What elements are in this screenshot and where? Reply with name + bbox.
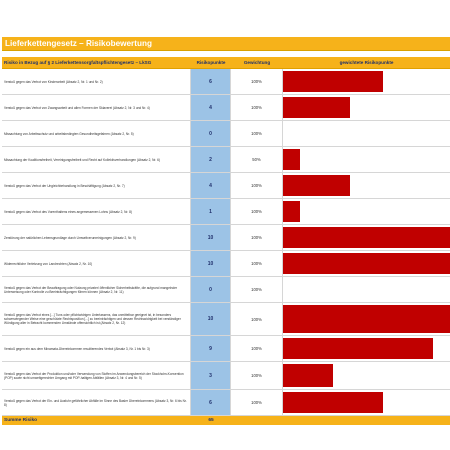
risk-weight[interactable]: 100% <box>231 390 283 415</box>
risk-points[interactable]: 2 <box>191 147 231 172</box>
risk-weight[interactable]: 100% <box>231 69 283 94</box>
table-header <box>2 57 450 69</box>
risk-description[interactable]: Missachtung von Arbeitsschutz und arbeitsbedingten Gesundheitsgefahren (Absatz 2, Nr. 5) <box>2 121 191 146</box>
header-weighted[interactable]: gewichtete Risikopunkte <box>339 60 394 65</box>
risk-description[interactable]: Verstoß gegen das Verbot von Kinderarbeit (Absatz 2, Nr. 1 und Nr. 2) <box>2 69 191 94</box>
risk-description[interactable]: Verstoß gegen ein aus dem Minamata-Übereinkommen resultierendes Verbot (Absatz 3, Nr. 1 bis Nr. 3) <box>2 336 191 361</box>
weighted-points-cell[interactable] <box>283 362 450 389</box>
risk-points[interactable]: 6 <box>191 69 231 94</box>
table-row <box>2 95 450 121</box>
weighted-risk-bar <box>283 97 350 118</box>
weighted-risk-bar <box>283 227 450 248</box>
header-points[interactable]: Risikopunkte <box>196 60 226 65</box>
table-row <box>2 173 450 199</box>
risk-description[interactable]: Verstoß gegen das Verbot von Zwangsarbeit und allen Formen der Sklaverei (Absatz 2, Nr. 3 und Nr. 4) <box>2 95 191 120</box>
risk-description[interactable]: Verstoß gegen das Verbot der Beauftragung oder Nutzung privater/ öffentlicher Sicherheitskräfte, die aufgrund mangelnder Unterweisung oder Kontrolle zu Beeinträchtigungen führen können (Absatz 2, Nr. 11) <box>2 277 191 302</box>
table-row <box>2 199 450 225</box>
header-weight[interactable]: Gewichtung <box>243 60 271 65</box>
risk-weight[interactable]: 100% <box>231 121 283 146</box>
summary-row <box>2 416 450 425</box>
risk-weight[interactable]: 50% <box>231 147 283 172</box>
risk-description[interactable]: Verstoß gegen das Verbot des Vorenthaltens eines angemessenen Lohns (Absatz 2, Nr. 8) <box>2 199 191 224</box>
risk-description[interactable]: Verstoß gegen das Verbot der Ungleichbehandlung in Beschäftigung (Absatz 2, Nr. 7) <box>2 173 191 198</box>
risk-points[interactable]: 0 <box>191 277 231 302</box>
weighted-points-cell[interactable] <box>283 303 450 335</box>
risk-points[interactable]: 1 <box>191 199 231 224</box>
table-row <box>2 277 450 303</box>
weighted-points-cell[interactable] <box>283 199 450 224</box>
risk-weight[interactable]: 100% <box>231 277 283 302</box>
weighted-points-cell[interactable] <box>283 390 450 415</box>
table-row <box>2 303 450 336</box>
summary-label[interactable]: Summe Risiko <box>4 418 38 423</box>
risk-weight[interactable]: 100% <box>231 225 283 250</box>
weighted-risk-bar <box>283 149 300 170</box>
risk-points[interactable]: 10 <box>191 303 231 335</box>
header-risk[interactable]: Risiko in Bezug auf § 2 Lieferkettensorgfaltspflichtengesetz – LkSG <box>4 60 152 65</box>
table-row <box>2 121 450 147</box>
weighted-risk-bar <box>283 71 383 92</box>
table-row <box>2 362 450 390</box>
risk-weight[interactable]: 100% <box>231 199 283 224</box>
table-row <box>2 225 450 251</box>
weighted-risk-bar <box>283 338 433 359</box>
risk-weight[interactable]: 100% <box>231 173 283 198</box>
weighted-risk-bar <box>283 201 300 222</box>
weighted-risk-bar <box>283 175 350 196</box>
sheet-title: Lieferkettengesetz – Risikobewertung <box>2 37 450 51</box>
table-row <box>2 69 450 95</box>
weighted-points-cell[interactable] <box>283 277 450 302</box>
risk-weight[interactable]: 100% <box>231 95 283 120</box>
risk-description[interactable]: Missachtung der Koalitionsfreiheit, Vereinigungsfreiheit und Recht auf Kollektivverhandlungen (Absatz 2, Nr. 6) <box>2 147 191 172</box>
risk-points[interactable]: 10 <box>191 225 231 250</box>
weighted-points-cell[interactable] <box>283 225 450 250</box>
risk-points[interactable]: 6 <box>191 390 231 415</box>
weighted-risk-bar <box>283 253 450 274</box>
table-row <box>2 251 450 277</box>
summary-total[interactable]: 65 <box>208 418 214 423</box>
table-row <box>2 390 450 416</box>
risk-description[interactable]: Verstoß gegen das Verbot eines [...] Tuns oder pflichtwidrigen Unterlassens, das unmittelbar geeignet ist, in besonders schwerwiegender Weise eine geschützte Rechtsposition [...] zu beeinträchtigen und dessen Rechtswidrigkeit bei verständiger Würdigung aller in Betracht kommenden Umstände offensichtlich ist (Absatz 2, Nr. 12) <box>2 303 191 335</box>
risk-weight[interactable]: 100% <box>231 303 283 335</box>
risk-points[interactable]: 0 <box>191 121 231 146</box>
summary-empty[interactable] <box>231 416 450 425</box>
weighted-points-cell[interactable] <box>283 121 450 146</box>
risk-description[interactable]: Widerrechtliche Verletzung von Landrechten (Absatz 2, Nr. 10) <box>2 251 191 276</box>
risk-description[interactable]: Verstoß gegen das Verbot der Ein- und Ausfuhr gefährlicher Abfälle im Sinne des Basler Übereinkommens (Absatz 3, Nr. 6 bis Nr. 8) <box>2 390 191 415</box>
risk-weight[interactable]: 100% <box>231 336 283 361</box>
risk-points[interactable]: 4 <box>191 95 231 120</box>
weighted-points-cell[interactable] <box>283 69 450 94</box>
table-body <box>2 69 450 416</box>
risk-points[interactable]: 3 <box>191 362 231 389</box>
table-row <box>2 147 450 173</box>
risk-description[interactable]: Zerstörung der natürlichen Lebensgrundlage durch Umweltverunreinigungen (Absatz 2, Nr. 9) <box>2 225 191 250</box>
weighted-risk-bar <box>283 392 383 413</box>
risk-weight[interactable]: 100% <box>231 251 283 276</box>
spreadsheet <box>2 37 450 425</box>
weighted-points-cell[interactable] <box>283 95 450 120</box>
weighted-risk-bar <box>283 364 333 387</box>
weighted-points-cell[interactable] <box>283 147 450 172</box>
weighted-points-cell[interactable] <box>283 251 450 276</box>
risk-points[interactable]: 9 <box>191 336 231 361</box>
weighted-points-cell[interactable] <box>283 173 450 198</box>
risk-points[interactable]: 10 <box>191 251 231 276</box>
risk-weight[interactable]: 100% <box>231 362 283 389</box>
weighted-risk-bar <box>283 305 450 333</box>
risk-points[interactable]: 4 <box>191 173 231 198</box>
table-row <box>2 336 450 362</box>
weighted-points-cell[interactable] <box>283 336 450 361</box>
risk-description[interactable]: Verstoß gegen das Verbot der Produktion und/oder Verwendung von Stoffen im Anwendungsbereich der Stockholm-Konvention (POP) sowie nicht umweltgerechter Umgang mit POP-haltigen Abfällen (Absatz 3, Nr. 4 und Nr. 5) <box>2 362 191 389</box>
